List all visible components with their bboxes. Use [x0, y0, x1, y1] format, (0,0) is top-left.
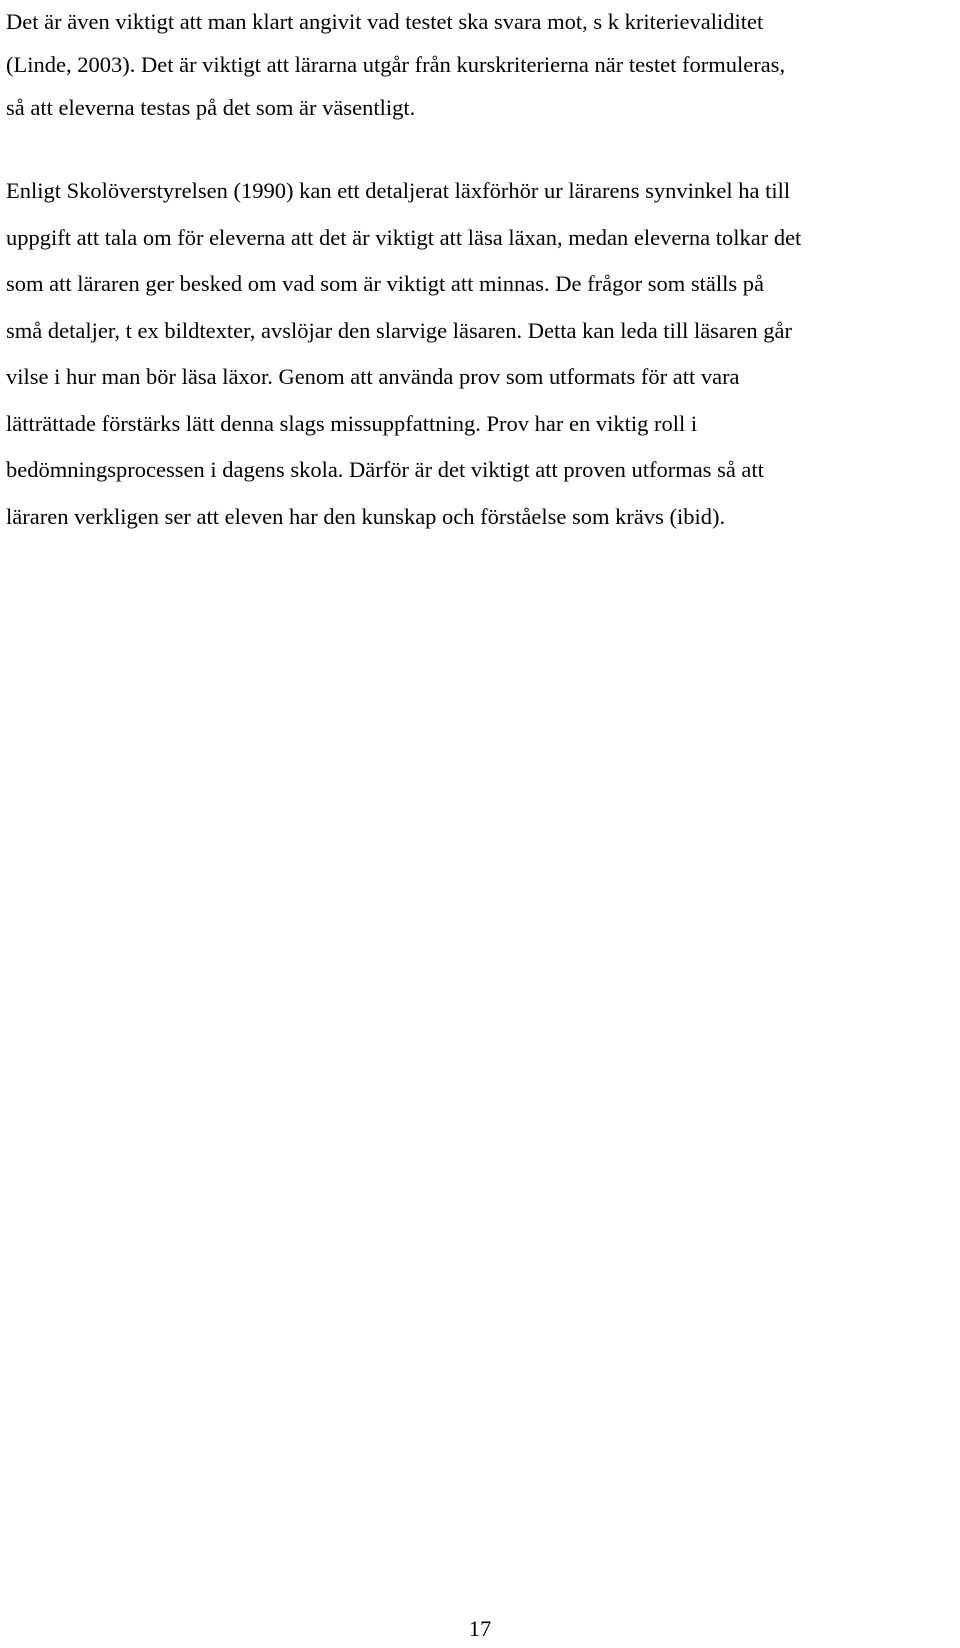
paragraph-criterion-validity [6, 4, 956, 133]
text-line: Enligt Skolöverstyrelsen (1990) kan ett detaljerat läxförhör ur lärarens synvinkel ha till [6, 178, 791, 203]
text-line: som att läraren ger besked om vad som är viktigt att minnas. De frågor som ställs på [6, 271, 764, 296]
text-line: läraren verkligen ser att eleven har den kunskap och förståelse som krävs (ibid). [6, 503, 726, 529]
text-line: lätträttade förstärks lätt denna slags missuppfattning. Prov har en viktig roll i [6, 410, 698, 436]
text-line: Det är även viktigt att man klart angivit vad testet ska svara mot, s k kriterievaliditet [6, 9, 764, 34]
paragraph-homework-tests [6, 176, 956, 548]
text-line: vilse i hur man bör läsa läxor. Genom att använda prov som utformats för att vara [6, 364, 740, 389]
text-line: uppgift att tala om för eleverna att det är viktigt att läsa läxan, medan eleverna tolkar det [6, 224, 802, 250]
text-line: (Linde, 2003). Det är viktigt att lärarna utgår från kurskriterierna när testet formuleras, [6, 52, 786, 77]
page-number: 17 [468, 1616, 492, 1641]
text-line: små detaljer, t ex bildtexter, avslöjar den slarvige läsaren. Detta kan leda till läsaren går [6, 317, 793, 343]
text-line: bedömningsprocessen i dagens skola. Därför är det viktigt att proven utformas så att [6, 457, 764, 482]
text-line: så att eleverna testas på det som är väsentligt. [6, 95, 416, 120]
